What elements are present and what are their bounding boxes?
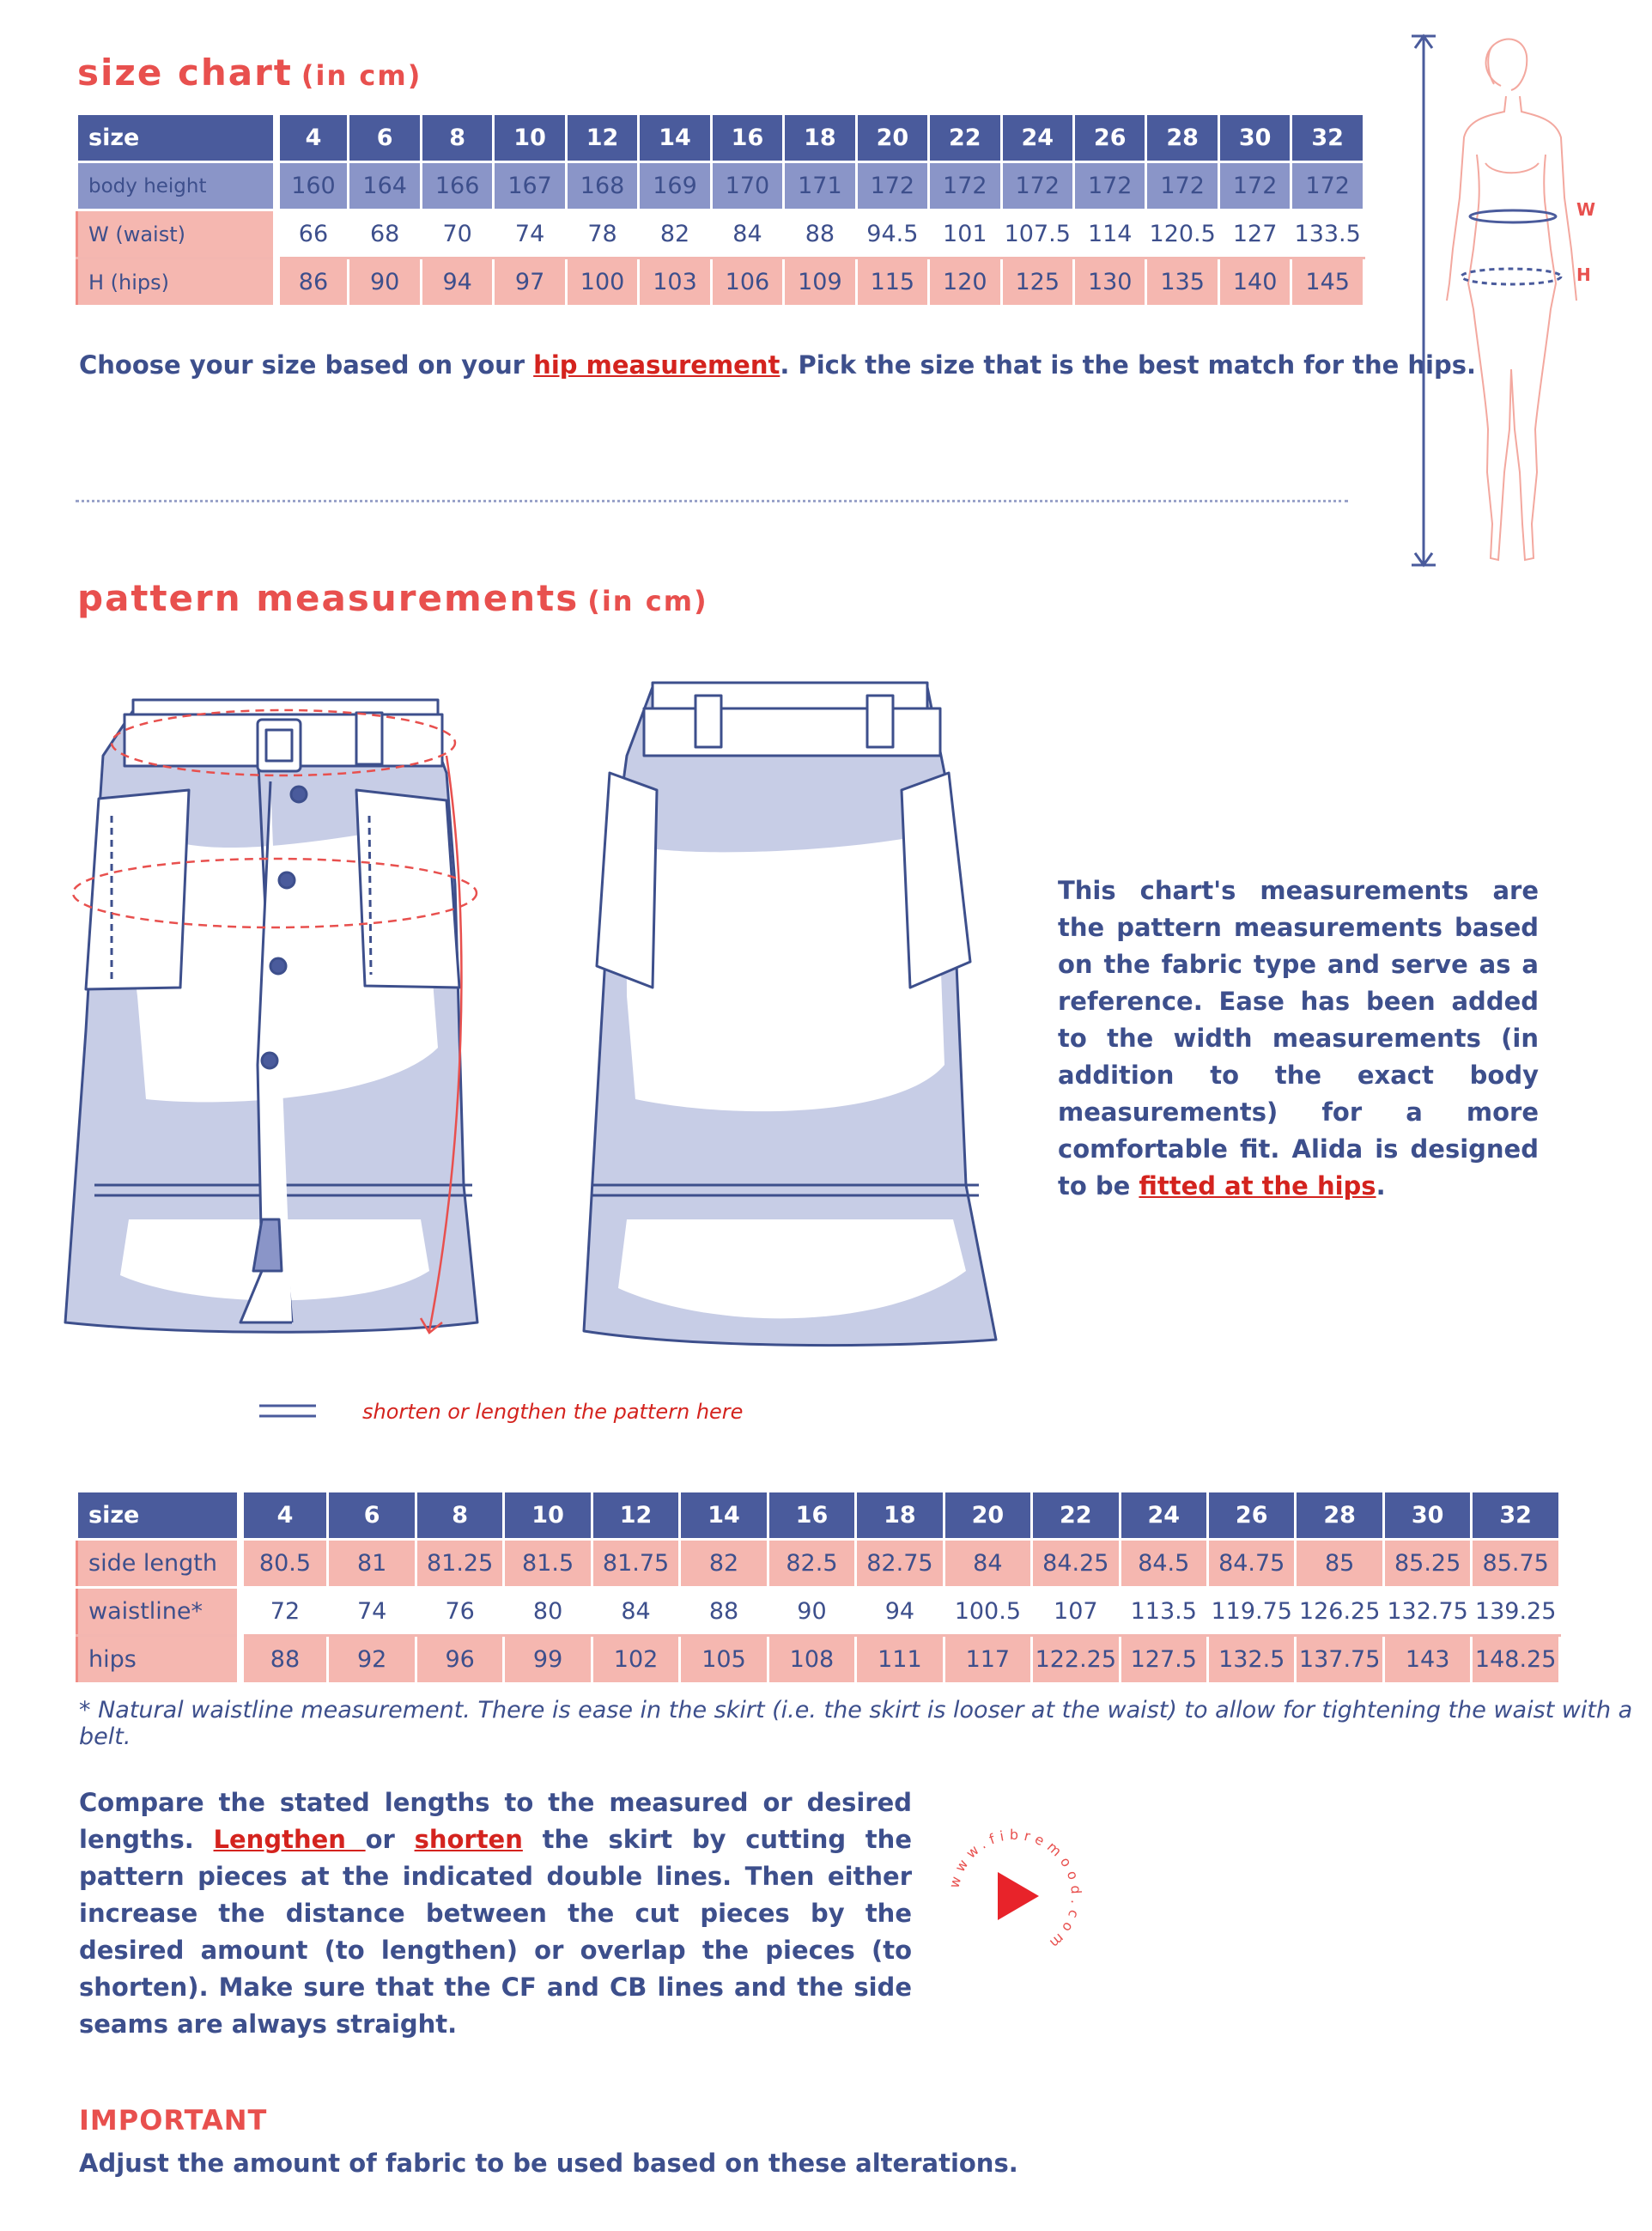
pattern-table-cell: 82.75	[856, 1540, 944, 1588]
pattern-table-row	[77, 1636, 1560, 1684]
size-chart-cell: 140	[1218, 258, 1291, 307]
size-chart-cell: 170	[711, 162, 783, 210]
pattern-table-cell: 119.75	[1207, 1588, 1295, 1636]
pattern-table-size-header: 4	[240, 1492, 328, 1540]
body-figure-icon	[1400, 26, 1597, 575]
pattern-table-cell: 132.5	[1207, 1636, 1295, 1684]
pattern-table-cell: 84.75	[1207, 1540, 1295, 1588]
pattern-table-cell: 139.25	[1472, 1588, 1560, 1636]
play-icon	[998, 1872, 1039, 1920]
size-chart-cell: 172	[929, 162, 1001, 210]
pattern-table-cell: 80	[504, 1588, 592, 1636]
waistline-footnote: * Natural waistline measurement. There is ease in the skirt (i.e. the skirt is looser at the waist) to allow for tightening the waist with a belt.	[79, 1697, 1633, 1750]
size-chart-size-header: 8	[421, 114, 493, 162]
size-chart-row	[77, 210, 1364, 258]
size-chart-header-label: size	[77, 114, 276, 162]
pattern-table-row-label: hips	[77, 1636, 240, 1684]
pattern-table-cell: 122.25	[1032, 1636, 1120, 1684]
pattern-table-cell: 82	[680, 1540, 768, 1588]
important-text: Adjust the amount of fabric to be used based on these alterations.	[79, 2149, 1018, 2178]
pattern-table-cell: 88	[680, 1588, 768, 1636]
pattern-table-cell: 105	[680, 1636, 768, 1684]
pattern-table-cell: 84.25	[1032, 1540, 1120, 1588]
pattern-table-row	[77, 1540, 1560, 1588]
size-chart-cell: 135	[1146, 258, 1218, 307]
size-chart-row-label: H (hips)	[77, 258, 276, 307]
size-chart-size-header: 26	[1073, 114, 1145, 162]
pattern-measurements-table	[76, 1490, 1561, 1685]
size-chart-row	[77, 162, 1364, 210]
lengthen-link[interactable]: Lengthen	[213, 1825, 366, 1854]
pattern-table-cell: 143	[1383, 1636, 1471, 1684]
pattern-table-cell: 94	[856, 1588, 944, 1636]
skirt-back-illustration	[575, 670, 1005, 1357]
hip-label: H	[1576, 264, 1591, 285]
size-chart-cell: 168	[566, 162, 638, 210]
pattern-table-size-header: 14	[680, 1492, 768, 1540]
size-chart-cell: 130	[1073, 258, 1145, 307]
size-chart-cell: 127	[1218, 210, 1291, 258]
size-chart-cell: 109	[784, 258, 856, 307]
size-chart-cell: 101	[929, 210, 1001, 258]
pattern-table-cell: 85.25	[1383, 1540, 1471, 1588]
size-chart-cell: 133.5	[1291, 210, 1364, 258]
pattern-table-cell: 84.5	[1120, 1540, 1207, 1588]
size-chart-cell: 86	[276, 258, 349, 307]
size-chart-size-header: 20	[856, 114, 928, 162]
size-chart-row-label: W (waist)	[77, 210, 276, 258]
pattern-table-cell: 107	[1032, 1588, 1120, 1636]
pattern-table-header-row	[77, 1492, 1560, 1540]
size-chart-cell: 100	[566, 258, 638, 307]
size-chart-size-header: 10	[494, 114, 566, 162]
size-chart-size-header: 30	[1218, 114, 1291, 162]
pattern-table-cell: 76	[416, 1588, 503, 1636]
pattern-table-cell: 81	[328, 1540, 416, 1588]
size-chart-cell: 172	[1218, 162, 1291, 210]
size-chart-cell: 103	[639, 258, 711, 307]
size-chart-cell: 94.5	[856, 210, 928, 258]
pattern-table-cell: 72	[240, 1588, 328, 1636]
size-chart-cell: 166	[421, 162, 493, 210]
pattern-table-size-header: 30	[1383, 1492, 1471, 1540]
pattern-table-size-header: 12	[592, 1492, 679, 1540]
size-chart-cell: 125	[1001, 258, 1073, 307]
size-chart-cell: 74	[494, 210, 566, 258]
size-chart-cell: 68	[349, 210, 421, 258]
size-chart-cell: 66	[276, 210, 349, 258]
pattern-table-size-header: 32	[1472, 1492, 1560, 1540]
pattern-table-cell: 82.5	[768, 1540, 855, 1588]
size-chart-table	[76, 112, 1365, 307]
size-chart-row	[77, 258, 1364, 307]
size-chart-cell: 160	[276, 162, 349, 210]
pattern-table-size-header: 6	[328, 1492, 416, 1540]
pattern-table-size-header: 22	[1032, 1492, 1120, 1540]
pattern-table-cell: 81.5	[504, 1540, 592, 1588]
pattern-table-cell: 96	[416, 1636, 503, 1684]
pattern-table-size-header: 8	[416, 1492, 503, 1540]
pattern-table-cell: 90	[768, 1588, 855, 1636]
pattern-table-cell: 126.25	[1296, 1588, 1383, 1636]
waist-label: W	[1576, 199, 1596, 220]
size-chart-cell: 169	[639, 162, 711, 210]
size-chart-cell: 82	[639, 210, 711, 258]
pattern-table-cell: 84	[944, 1540, 1031, 1588]
choose-size-text: Choose your size based on your hip measurement. Pick the size that is the best match for the hips.	[79, 350, 1477, 380]
pattern-table-cell: 80.5	[240, 1540, 328, 1588]
pattern-table-header-label: size	[77, 1492, 240, 1540]
size-chart-size-header: 18	[784, 114, 856, 162]
size-chart-size-header: 28	[1146, 114, 1218, 162]
skirt-front-illustration	[60, 670, 507, 1357]
section-divider	[76, 500, 1348, 502]
size-chart-title-text: size chart	[77, 52, 293, 94]
size-chart-cell: 172	[1146, 162, 1218, 210]
compare-text: Compare the stated lengths to the measured or desired lengths. Lengthen or shorten the skirt by cutting the pattern pieces at the indicated double lines. Then either increase the distance between the cut pieces by the desired amount (to lengthen) or overlap the pieces (to shorten). Make sure that the CF and CB lines and the side seams are always straight.	[79, 1788, 912, 2039]
pattern-table-size-header: 24	[1120, 1492, 1207, 1540]
size-chart-size-header: 32	[1291, 114, 1364, 162]
size-chart-cell: 94	[421, 258, 493, 307]
size-chart-unit: (in cm)	[301, 59, 422, 92]
pattern-table-cell: 148.25	[1472, 1636, 1560, 1684]
fitted-at-hips-link[interactable]: fitted at the hips	[1139, 1171, 1376, 1201]
pattern-table-cell: 88	[240, 1636, 328, 1684]
pattern-unit: (in cm)	[587, 585, 708, 617]
pattern-table-size-header: 10	[504, 1492, 592, 1540]
size-chart-cell: 114	[1073, 210, 1145, 258]
size-chart-cell: 145	[1291, 258, 1364, 307]
pattern-table-cell: 92	[328, 1636, 416, 1684]
pattern-table-cell: 108	[768, 1636, 855, 1684]
pattern-title-text: pattern measurements	[77, 577, 580, 619]
size-chart-cell: 164	[349, 162, 421, 210]
shorten-lengthen-label: shorten or lengthen the pattern here	[362, 1400, 744, 1424]
size-chart-size-header: 14	[639, 114, 711, 162]
pattern-table-size-header: 18	[856, 1492, 944, 1540]
size-chart-size-header: 12	[566, 114, 638, 162]
size-chart-cell: 88	[784, 210, 856, 258]
size-chart-cell: 171	[784, 162, 856, 210]
size-chart-cell: 120.5	[1146, 210, 1218, 258]
double-line-icon	[258, 1401, 318, 1420]
pattern-table-cell: 81.75	[592, 1540, 679, 1588]
pattern-table-cell: 99	[504, 1636, 592, 1684]
size-chart-cell: 172	[1291, 162, 1364, 210]
pattern-table-cell: 85.75	[1472, 1540, 1560, 1588]
pattern-table-size-header: 26	[1207, 1492, 1295, 1540]
size-chart-cell: 115	[856, 258, 928, 307]
size-chart-cell: 172	[1001, 162, 1073, 210]
size-chart-header-row	[77, 114, 1364, 162]
pattern-table-cell: 74	[328, 1588, 416, 1636]
hip-measurement-link[interactable]: hip measurement	[533, 350, 780, 380]
pattern-table-cell: 85	[1296, 1540, 1383, 1588]
pattern-table-size-header: 28	[1296, 1492, 1383, 1540]
size-chart-cell: 172	[856, 162, 928, 210]
size-chart-cell: 90	[349, 258, 421, 307]
pattern-table-cell: 111	[856, 1636, 944, 1684]
size-chart-size-header: 22	[929, 114, 1001, 162]
pattern-description: This chart's measurements are the pattern measurements based on the fabric type and serve as a reference. Ease has been added to the width measurements (in addition to the exact body measurements) for a more comfortable fit. Alida is designed to be fitted at the hips.	[1058, 876, 1539, 1201]
pattern-table-cell: 100.5	[944, 1588, 1031, 1636]
size-chart-cell: 120	[929, 258, 1001, 307]
pattern-title	[77, 577, 708, 619]
size-chart-cell: 172	[1073, 162, 1145, 210]
size-chart-cell: 97	[494, 258, 566, 307]
pattern-table-cell: 113.5	[1120, 1588, 1207, 1636]
size-chart-cell: 78	[566, 210, 638, 258]
pattern-table-cell: 127.5	[1120, 1636, 1207, 1684]
size-chart-cell: 107.5	[1001, 210, 1073, 258]
size-chart-cell: 70	[421, 210, 493, 258]
size-chart-cell: 84	[711, 210, 783, 258]
important-title: IMPORTANT	[79, 2104, 268, 2137]
shorten-link[interactable]: shorten	[414, 1825, 523, 1854]
size-chart-cell: 106	[711, 258, 783, 307]
pattern-table-cell: 117	[944, 1636, 1031, 1684]
pattern-table-cell: 84	[592, 1588, 679, 1636]
size-chart-title	[77, 52, 422, 94]
size-chart-size-header: 16	[711, 114, 783, 162]
play-video-badge[interactable]	[938, 1819, 1092, 1973]
pattern-table-cell: 137.75	[1296, 1636, 1383, 1684]
size-chart-size-header: 24	[1001, 114, 1073, 162]
size-chart-row-label: body height	[77, 162, 276, 210]
pattern-table-row	[77, 1588, 1560, 1636]
pattern-table-size-header: 20	[944, 1492, 1031, 1540]
pattern-table-row-label: waistline*	[77, 1588, 240, 1636]
size-chart-size-header: 6	[349, 114, 421, 162]
pattern-table-row-label: side length	[77, 1540, 240, 1588]
size-chart-size-header: 4	[276, 114, 349, 162]
pattern-table-size-header: 16	[768, 1492, 855, 1540]
pattern-table-cell: 81.25	[416, 1540, 503, 1588]
pattern-table-cell: 102	[592, 1636, 679, 1684]
size-chart-cell: 167	[494, 162, 566, 210]
pattern-table-cell: 132.75	[1383, 1588, 1471, 1636]
badge-url-text: www.fibremood.com	[945, 1826, 1085, 1955]
